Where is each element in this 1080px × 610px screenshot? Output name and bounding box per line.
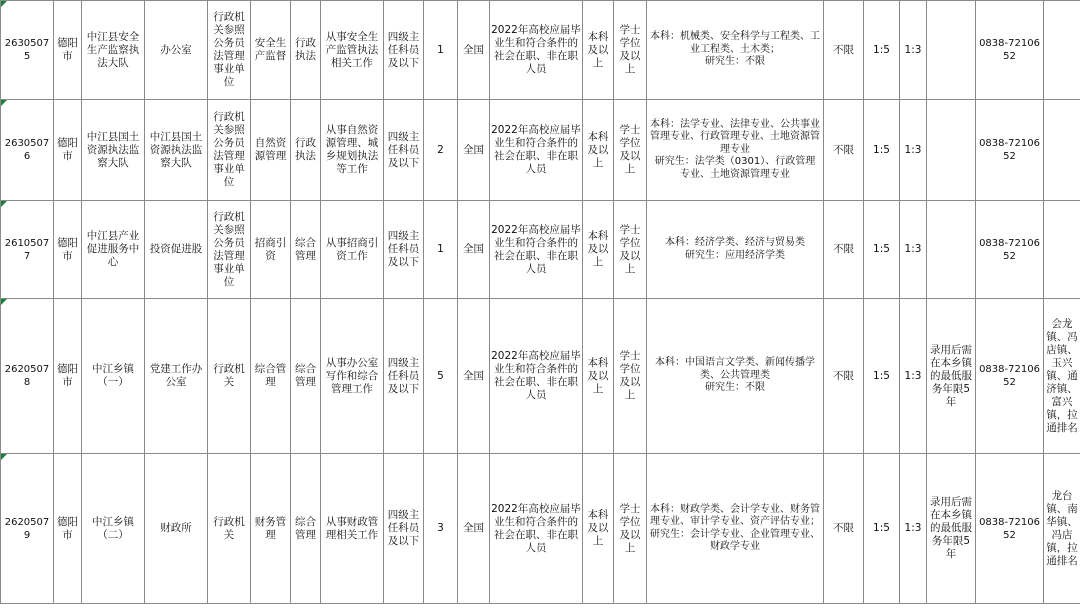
city: 德阳市 xyxy=(57,236,78,262)
position-category-cell[interactable] xyxy=(251,454,291,604)
cell-comment-marker xyxy=(1,201,7,207)
ratio2-cell[interactable] xyxy=(900,299,927,454)
hiring-unit: 中江县国土资源执法监察大队 xyxy=(86,130,140,169)
phone-cell[interactable] xyxy=(976,100,1044,201)
department-cell[interactable] xyxy=(145,454,208,604)
position-category-cell[interactable] xyxy=(251,299,291,454)
position-type: 综合管理 xyxy=(295,515,316,541)
table-row[interactable] xyxy=(1,201,1080,299)
hiring-unit: 中江县安全生产监察执法大队 xyxy=(86,30,140,69)
major-graduate: 研究生：应用经济学类 xyxy=(685,249,785,261)
table-row[interactable] xyxy=(1,1,1080,100)
cell-comment-marker xyxy=(1,454,7,460)
contact-phone: 0838-7210652 xyxy=(979,38,1040,62)
job-level: 四级主任科员及以下 xyxy=(387,509,420,547)
position-code-cell[interactable] xyxy=(1,100,54,201)
position-category: 招商引资 xyxy=(254,236,287,262)
recruit-target: 2022年高校应届毕业生和符合条件的社会在职、非在职人员 xyxy=(491,24,581,75)
level-cell[interactable] xyxy=(384,1,424,100)
duty-cell[interactable] xyxy=(321,100,384,201)
degree-cell[interactable] xyxy=(614,1,647,100)
position-category: 自然资源管理 xyxy=(254,137,287,162)
education: 本科及以上 xyxy=(587,509,609,547)
education-cell[interactable] xyxy=(583,299,614,454)
unit-type: 行政机关参照公务员法管理事业单位 xyxy=(213,11,245,88)
notes-cell[interactable] xyxy=(927,1,976,100)
job-duty: 从事安全生产监管执法相关工作 xyxy=(325,30,379,69)
position-code-cell[interactable] xyxy=(1,299,54,454)
phone-cell[interactable] xyxy=(976,299,1044,454)
education-cell[interactable] xyxy=(583,100,614,201)
recruit-target: 2022年高校应届毕业生和符合条件的社会在职、非在职人员 xyxy=(491,223,581,275)
interview-ratio: 1:3 xyxy=(904,143,922,156)
unit-type-cell[interactable] xyxy=(208,1,251,100)
position-type-cell[interactable] xyxy=(291,1,321,100)
other-requirement: 不限 xyxy=(833,522,854,534)
ratio2-cell[interactable] xyxy=(900,1,927,100)
hiring-quota: 2 xyxy=(437,143,444,156)
exam-ratio: 1:5 xyxy=(873,143,890,156)
target-cell[interactable] xyxy=(490,454,583,604)
recruit-target: 2022年高校应届毕业生和符合条件的社会在职、非在职人员 xyxy=(491,124,581,175)
exam-ratio: 1:5 xyxy=(873,369,890,382)
level-cell[interactable] xyxy=(384,100,424,201)
target-cell[interactable] xyxy=(490,1,583,100)
quota-cell[interactable] xyxy=(424,299,458,454)
department: 财政所 xyxy=(160,522,192,534)
job-level: 四级主任科员及以下 xyxy=(387,230,420,268)
other-requirement: 不限 xyxy=(833,143,854,156)
department-cell[interactable] xyxy=(145,201,208,299)
position-code-cell[interactable] xyxy=(1,454,54,604)
cell-comment-marker xyxy=(1,299,7,305)
ratio1-cell[interactable] xyxy=(864,299,900,454)
position-code: 26205078 xyxy=(4,364,50,388)
recruit-scope: 全国 xyxy=(463,369,484,382)
scope-cell[interactable] xyxy=(458,201,490,299)
duty-cell[interactable] xyxy=(321,1,384,100)
degree-cell[interactable] xyxy=(614,454,647,604)
position-category: 综合管理 xyxy=(254,363,287,388)
exam-ratio: 1:5 xyxy=(873,522,890,534)
ratio1-cell[interactable] xyxy=(864,201,900,299)
department-cell[interactable] xyxy=(145,299,208,454)
unit-type: 行政机关参照公务员法管理事业单位 xyxy=(213,111,245,188)
position-category-cell[interactable] xyxy=(251,201,291,299)
department: 中江县国土资源执法监察大队 xyxy=(149,130,203,169)
unit-type-cell[interactable] xyxy=(208,201,251,299)
major-cell[interactable] xyxy=(647,100,824,201)
hiring-quota: 5 xyxy=(437,369,444,382)
education: 本科及以上 xyxy=(587,130,609,169)
other-cell[interactable] xyxy=(824,201,864,299)
unit-cell[interactable] xyxy=(82,201,145,299)
position-type: 行政执法 xyxy=(295,137,316,162)
notes: 录用后需在本乡镇的最低服务年限5年 xyxy=(930,343,972,408)
major-cell[interactable] xyxy=(647,299,824,454)
table-body xyxy=(1,1,1080,604)
degree-cell[interactable] xyxy=(614,201,647,299)
level-cell[interactable] xyxy=(384,201,424,299)
job-level: 四级主任科员及以下 xyxy=(387,356,420,395)
position-type: 综合管理 xyxy=(295,236,316,262)
unit-cell[interactable] xyxy=(82,1,145,100)
table-row[interactable] xyxy=(1,454,1080,604)
job-duty: 从事自然资源管理、城乡规划执法等工作 xyxy=(325,124,379,175)
exam-ratio: 1:5 xyxy=(873,43,890,56)
phone-cell[interactable] xyxy=(976,454,1044,604)
position-code-cell[interactable] xyxy=(1,201,54,299)
department-cell[interactable] xyxy=(145,100,208,201)
other-cell[interactable] xyxy=(824,100,864,201)
education: 本科及以上 xyxy=(587,356,609,395)
level-cell[interactable] xyxy=(384,454,424,604)
major-graduate: 研究生：法学类（0301）、行政管理专业、土地资源管理专业 xyxy=(654,156,816,180)
contact-phone: 0838-7210652 xyxy=(979,138,1040,162)
cell-comment-marker xyxy=(1,100,7,106)
other-requirement: 不限 xyxy=(833,369,854,382)
job-level: 四级主任科员及以下 xyxy=(387,130,420,169)
city: 德阳市 xyxy=(57,363,78,388)
major-cell[interactable] xyxy=(647,201,824,299)
hiring-quota: 1 xyxy=(437,43,444,56)
exam-ratio: 1:5 xyxy=(873,243,890,255)
position-code-cell[interactable] xyxy=(1,1,54,100)
table-row[interactable] xyxy=(1,299,1080,454)
target-cell[interactable] xyxy=(490,201,583,299)
unit-type: 行政机关 xyxy=(213,515,245,541)
hiring-unit: 中江县产业促进服务中心 xyxy=(86,230,140,268)
cell-comment-marker xyxy=(1,1,7,7)
scope-cell[interactable] xyxy=(458,299,490,454)
quota-cell[interactable] xyxy=(424,454,458,604)
position-type: 综合管理 xyxy=(295,363,316,388)
position-code: 26305076 xyxy=(4,138,50,162)
unit-type: 行政机关 xyxy=(213,363,245,388)
hiring-quota: 3 xyxy=(437,522,444,534)
city: 德阳市 xyxy=(57,137,78,162)
education: 本科及以上 xyxy=(587,30,609,69)
degree: 学士学位及以上 xyxy=(619,24,641,75)
interview-ratio: 1:3 xyxy=(904,522,922,534)
ratio1-cell[interactable] xyxy=(864,1,900,100)
hiring-unit: 中江乡镇（一） xyxy=(92,363,134,388)
job-duty: 从事招商引资工作 xyxy=(325,236,379,262)
major-undergrad: 本科：经济学类、经济与贸易类 xyxy=(665,237,805,248)
job-duty: 从事办公室写作和综合管理工作 xyxy=(325,356,379,395)
notes-cell[interactable] xyxy=(927,299,976,454)
remark-cell[interactable] xyxy=(1044,1,1080,100)
unit-type-cell[interactable] xyxy=(208,454,251,604)
position-category: 安全生产监督 xyxy=(254,37,287,62)
unit-cell[interactable] xyxy=(82,100,145,201)
degree: 学士学位及以上 xyxy=(619,502,641,554)
position-code: 26305075 xyxy=(4,38,50,62)
city-cell[interactable] xyxy=(54,201,82,299)
unit-cell[interactable] xyxy=(82,299,145,454)
other-cell[interactable] xyxy=(824,299,864,454)
duty-cell[interactable] xyxy=(321,201,384,299)
target-cell[interactable] xyxy=(490,299,583,454)
major-undergrad: 本科：中国语言文学类、新闻传播学类、公共管理类 xyxy=(655,357,815,381)
contact-phone: 0838-7210652 xyxy=(979,364,1040,388)
unit-type-cell[interactable] xyxy=(208,100,251,201)
degree: 学士学位及以上 xyxy=(619,350,641,401)
ratio2-cell[interactable] xyxy=(900,201,927,299)
education: 本科及以上 xyxy=(587,230,609,268)
phone-cell[interactable] xyxy=(976,1,1044,100)
notes: 录用后需在本乡镇的最低服务年限5年 xyxy=(930,496,972,560)
major-undergrad: 本科：财政学类、会计学专业、财务管理专业、审计学专业、资产评估专业； xyxy=(650,503,820,527)
recruit-scope: 全国 xyxy=(463,243,484,255)
position-type-cell[interactable] xyxy=(291,454,321,604)
remark-cell[interactable] xyxy=(1044,100,1080,201)
degree-cell[interactable] xyxy=(614,299,647,454)
unit-type: 行政机关参照公务员法管理事业单位 xyxy=(213,210,245,288)
contact-phone: 0838-7210652 xyxy=(979,516,1040,541)
unit-cell[interactable] xyxy=(82,454,145,604)
position-type-cell[interactable] xyxy=(291,100,321,201)
position-code: 26105077 xyxy=(4,237,50,262)
major-undergrad: 本科：法学专业、法律专业、公共事业管理专业、行政管理专业、土地资源管理专业 xyxy=(650,118,820,155)
target-cell[interactable] xyxy=(490,100,583,201)
major-graduate: 研究生：不限 xyxy=(705,382,765,394)
level-cell[interactable] xyxy=(384,299,424,454)
position-category: 财务管理 xyxy=(254,515,287,541)
degree-cell[interactable] xyxy=(614,100,647,201)
major-cell[interactable] xyxy=(647,1,824,100)
major-cell[interactable] xyxy=(647,454,824,604)
duty-cell[interactable] xyxy=(321,454,384,604)
job-level: 四级主任科员及以下 xyxy=(387,30,420,69)
city-cell[interactable] xyxy=(54,1,82,100)
major-undergrad: 本科：机械类、安全科学与工程类、工业工程类、土木类； xyxy=(650,31,820,55)
position-code: 26205079 xyxy=(4,516,50,541)
city-cell[interactable] xyxy=(54,299,82,454)
education-cell[interactable] xyxy=(583,454,614,604)
ratio2-cell[interactable] xyxy=(900,100,927,201)
notes-cell[interactable] xyxy=(927,201,976,299)
recruit-scope: 全国 xyxy=(463,143,484,156)
phone-cell[interactable] xyxy=(976,201,1044,299)
position-type-cell[interactable] xyxy=(291,299,321,454)
department: 党建工作办公室 xyxy=(149,363,203,388)
hiring-quota: 1 xyxy=(437,243,444,255)
interview-ratio: 1:3 xyxy=(904,43,922,56)
ratio1-cell[interactable] xyxy=(864,454,900,604)
remark-cell[interactable] xyxy=(1044,201,1080,299)
position-type-cell[interactable] xyxy=(291,201,321,299)
education-cell[interactable] xyxy=(583,201,614,299)
duty-cell[interactable] xyxy=(321,299,384,454)
education-cell[interactable] xyxy=(583,1,614,100)
remark: 龙台镇、南华镇、冯店镇，拉通排名 xyxy=(1046,489,1078,567)
major-graduate: 研究生：会计学专业、企业管理专业、财政学专业 xyxy=(650,528,820,552)
department-cell[interactable] xyxy=(145,1,208,100)
city: 德阳市 xyxy=(57,515,78,541)
unit-type-cell[interactable] xyxy=(208,299,251,454)
hiring-unit: 中江乡镇（二） xyxy=(92,515,134,541)
ratio2-cell[interactable] xyxy=(900,454,927,604)
position-category-cell[interactable] xyxy=(251,1,291,100)
department: 投资促进股 xyxy=(149,243,203,255)
other-requirement: 不限 xyxy=(833,43,854,56)
job-duty: 从事财政管理相关工作 xyxy=(325,515,379,541)
remark-cell[interactable] xyxy=(1044,454,1080,604)
quota-cell[interactable] xyxy=(424,201,458,299)
notes-cell[interactable] xyxy=(927,454,976,604)
city-cell[interactable] xyxy=(54,100,82,201)
recruit-target: 2022年高校应届毕业生和符合条件的社会在职、非在职人员 xyxy=(491,502,581,554)
interview-ratio: 1:3 xyxy=(904,369,922,382)
other-requirement: 不限 xyxy=(833,243,854,255)
scope-cell[interactable] xyxy=(458,1,490,100)
ratio1-cell[interactable] xyxy=(864,100,900,201)
city-cell[interactable] xyxy=(54,454,82,604)
notes-cell[interactable] xyxy=(927,100,976,201)
department: 办公室 xyxy=(160,43,192,56)
interview-ratio: 1:3 xyxy=(904,243,922,255)
major-graduate: 研究生：不限 xyxy=(705,56,765,68)
quota-cell[interactable] xyxy=(424,100,458,201)
other-cell[interactable] xyxy=(824,454,864,604)
quota-cell[interactable] xyxy=(424,1,458,100)
scope-cell[interactable] xyxy=(458,454,490,604)
recruit-scope: 全国 xyxy=(463,522,484,534)
degree: 学士学位及以上 xyxy=(619,223,641,275)
other-cell[interactable] xyxy=(824,1,864,100)
position-type: 行政执法 xyxy=(295,37,316,62)
contact-phone: 0838-7210652 xyxy=(979,237,1040,262)
remark-cell[interactable] xyxy=(1044,299,1080,454)
city: 德阳市 xyxy=(57,37,78,62)
remark: 会龙镇、冯店镇、玉兴镇、通济镇、富兴镇，拉通排名 xyxy=(1046,317,1078,434)
degree: 学士学位及以上 xyxy=(619,124,641,175)
scope-cell[interactable] xyxy=(458,100,490,201)
recruit-target: 2022年高校应届毕业生和符合条件的社会在职、非在职人员 xyxy=(491,350,581,401)
recruit-scope: 全国 xyxy=(463,43,484,56)
position-category-cell[interactable] xyxy=(251,100,291,201)
table-row[interactable] xyxy=(1,100,1080,201)
